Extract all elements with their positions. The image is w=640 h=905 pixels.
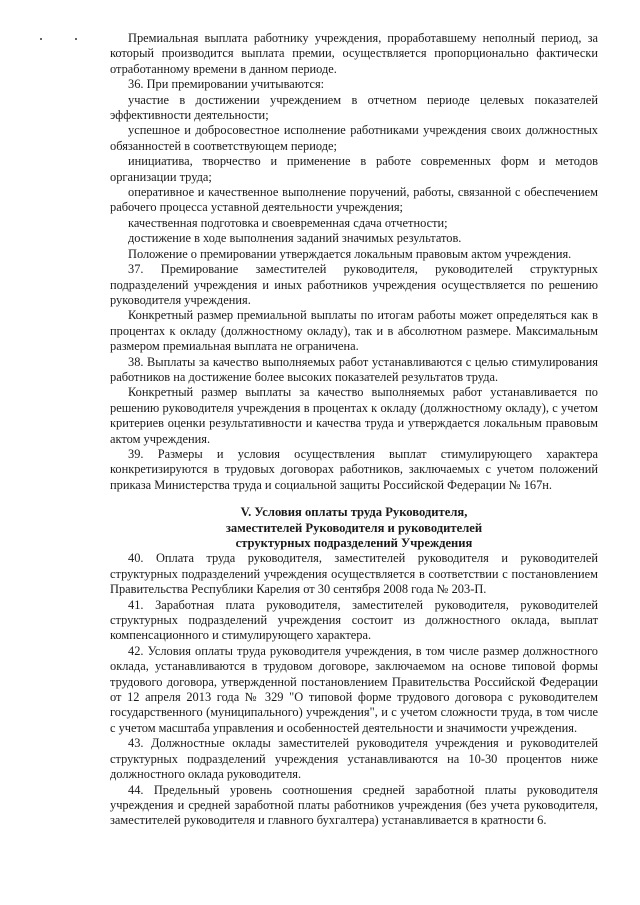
scan-speck: [75, 38, 77, 40]
paragraph-39: 39. Размеры и условия осуществления выплат стимулирующего характера конкретизируются в трудовых договорах работников, заключаемых с учетом положений приказа Министерства труда и социальной защиты Российской Федерации № 167н.: [110, 446, 598, 492]
paragraph-43: 43. Должностные оклады заместителей руководителя учреждения и руководителей структурных подразделений учреждения устанавливаются на 10-30 процентов ниже должностного оклада руководителя.: [110, 736, 598, 782]
scan-speck: [40, 38, 42, 40]
paragraph-36: 36. При премировании учитываются:: [128, 77, 325, 92]
section-heading-line: заместителей Руководителя и руководителей: [225, 520, 483, 535]
list-item: успешное и добросовестное исполнение работниками учреждения своих должностных обязанностей в соответствующем периоде;: [110, 123, 598, 153]
list-item: участие в достижении учреждением в отчетном периоде целевых показателей эффективности деятельности;: [110, 92, 598, 123]
list-item: инициатива, творчество и применение в работе современных форм и методов организации труда;: [110, 154, 598, 184]
paragraph-41: 41. Заработная плата руководителя, заместителей руководителя, руководителей структурных подразделений учреждения состоит из должностного оклада, выплат компенсационного и стимулирующего характера.: [110, 597, 598, 643]
paragraph-42: 42. Условия оплаты труда руководителя учреждения, в том числе размер должностного оклада, устанавливаются в трудовом договоре, заключаемом на основе типовой формы трудового договора, утвержденной постановлением Правительства Российской Федерации от 12 апреля 2013 года № 329 "О типовой форме трудового договора с руководителем государственного (муниципального) учреждения", и с учетом сложности труда, в том числе с учетом масштаба управления и особенностей деятельности и значимости учреждения.: [110, 643, 598, 735]
paragraph-prorated-bonus: Премиальная выплата работнику учреждения, проработавшему неполный период, за который производится выплата премии, осуществляется пропорционально фактически отработанному времени в данном периоде.: [110, 31, 598, 76]
paragraph-bonus-regulation: Положение о премировании утверждается локальным правовым актом учреждения.: [128, 246, 572, 261]
paragraph-44: 44. Предельный уровень соотношения средней заработной платы руководителя учреждения и средней заработной платы работников учреждения (без учета руководителя, заместителей руководителя и главного бухгалтера) устанавливается в кратности 6.: [110, 782, 598, 828]
section-heading-line: структурных подразделений Учреждения: [235, 536, 473, 550]
paragraph-bonus-amount: Конкретный размер премиальной выплаты по итогам работы может определяться как в процентах к окладу (должностному окладу), так и в абсолютном размере. Максимальным размером премиальная выплата не ограничена.: [110, 308, 598, 354]
paragraph-40: 40. Оплата труда руководителя, заместителей руководителя и руководителей структурных подразделений учреждения осуществляется в соответствии с постановлением Правительства Республики Карелия от 30 сентября 2008 года № 203-П.: [110, 551, 598, 597]
section-heading-line: V. Условия оплаты труда Руководителя,: [240, 505, 468, 520]
section-heading: [110, 505, 598, 551]
paragraph-37: 37. Премирование заместителей руководителя, руководителей структурных подразделений учреждения и иных работников учреждения осуществляется по решению руководителя учреждения.: [110, 262, 598, 307]
list-item: качественная подготовка и своевременная сдача отчетности;: [128, 215, 448, 230]
list-item: достижение в ходе выполнения заданий значимых результатов.: [128, 231, 462, 246]
document-page: [110, 31, 598, 829]
paragraph-quality-payment: Конкретный размер выплаты за качество выполняемых работ устанавливается по решению руководителя учреждения в процентах к окладу (должностному окладу), с учетом критериев оценки результативности и качества труда и утверждается локальным правовым актом учреждения.: [110, 385, 598, 446]
paragraph-38: 38. Выплаты за качество выполняемых работ устанавливаются с целью стимулирования работников на достижение более высоких показателей результатов труда.: [110, 354, 598, 384]
list-item: оперативное и качественное выполнение поручений, работы, связанной с обеспечением рабочего процесса уставной деятельности учреждения;: [110, 185, 598, 215]
